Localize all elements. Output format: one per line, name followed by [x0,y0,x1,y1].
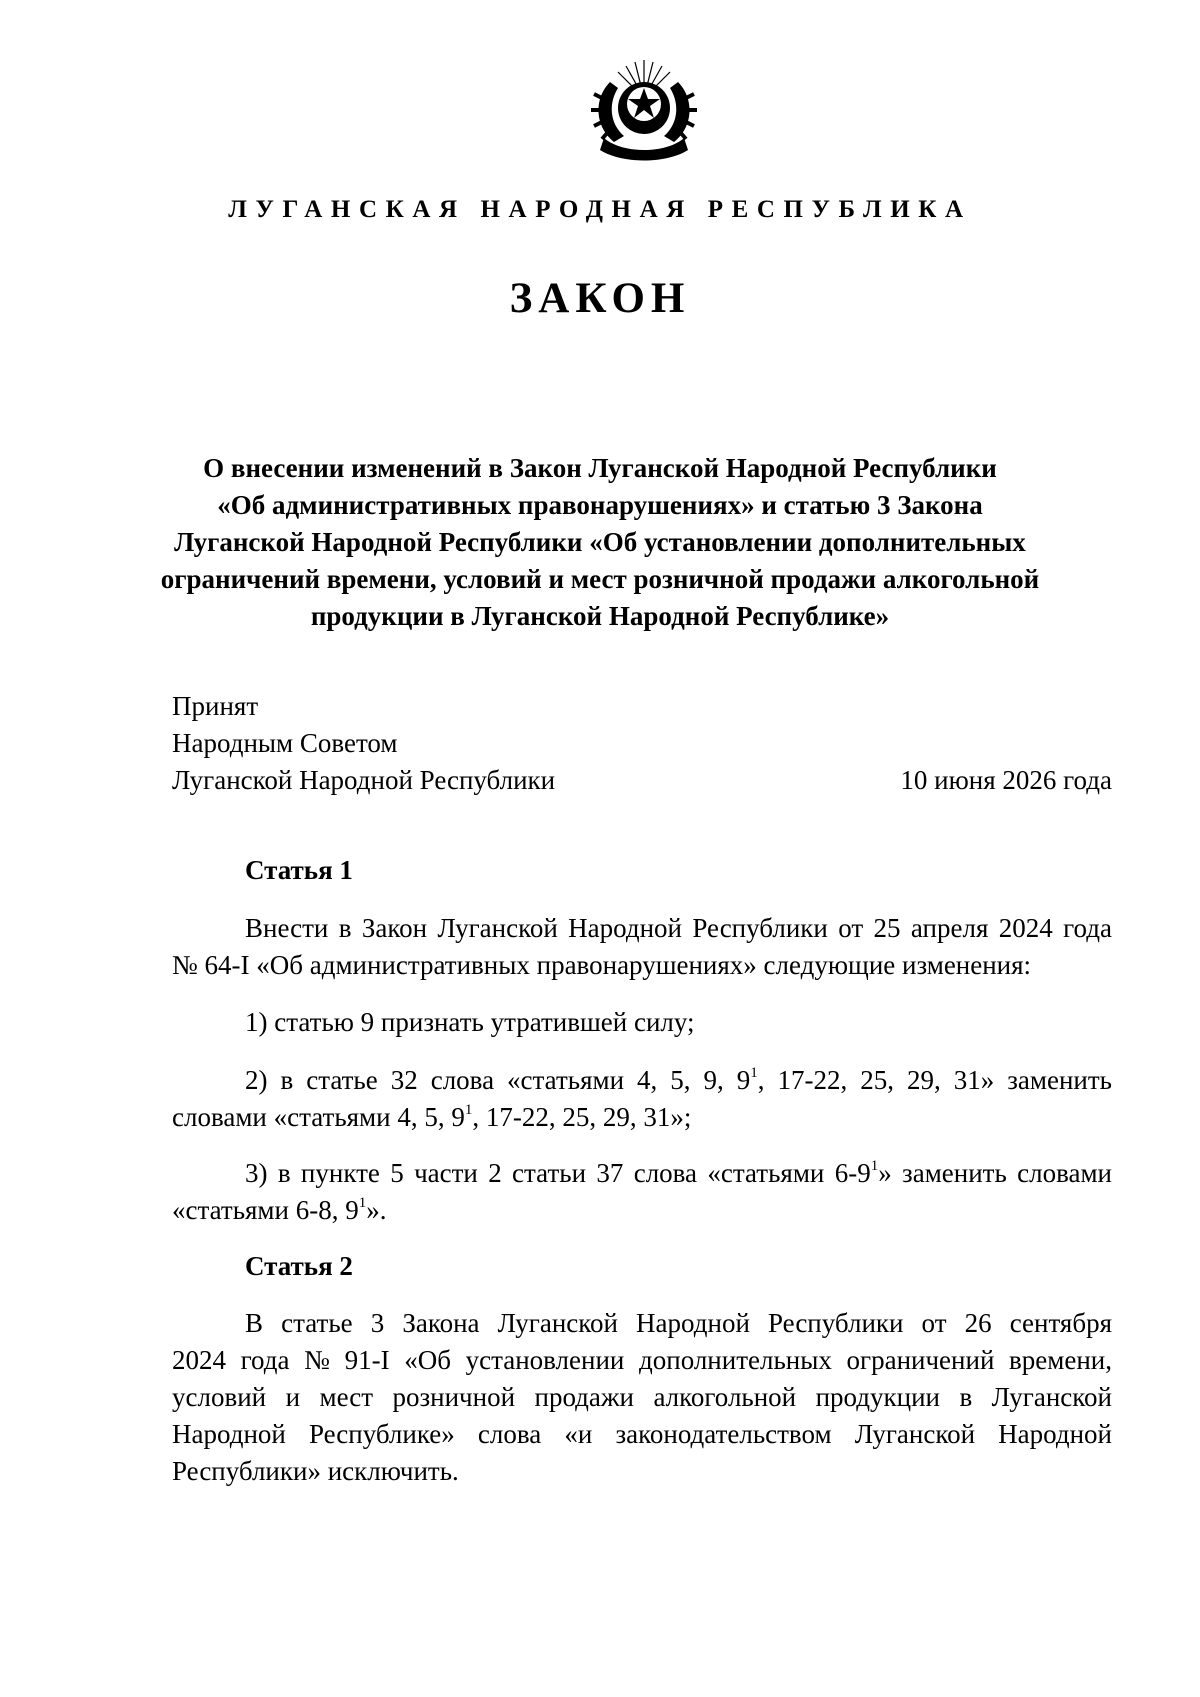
law-title [140,450,1060,635]
paragraph-line: 2024 года № 91-І «Об установлении дополнительных ограничений времени, [172,1345,1112,1375]
adoption-block [172,688,555,799]
text-run: 3) в пункте 5 части 2 статьи 37 слова «статьями 6-9 [245,1158,871,1188]
paragraph-line: 1) статью 9 признать утратившей силу; [245,1007,695,1037]
paragraph-line [172,1099,1112,1136]
superscript: 1 [464,1102,473,1118]
paragraph-line: Внести в Закон Луганской Народной Республики от 25 апреля 2024 года [245,913,1112,943]
paragraph-line: Республики» исключить. [172,1456,459,1486]
law-title-line: продукции в Луганской Народной Республике» [310,601,890,631]
paragraph-line: условий и мест розничной продажи алкогольной продукции в Луганской [172,1382,1112,1412]
adoption-line: Народным Советом [172,728,398,758]
article-2-heading: Статья 2 [245,1251,353,1281]
superscript: 1 [750,1065,758,1081]
law-title-line: Луганской Народной Республики «Об установлении дополнительных [174,527,1026,557]
law-title-line: ограничений времени, условий и мест розничной продажи алкогольной [160,564,1040,594]
document-type: ЗАКОН [509,275,691,322]
law-title-line: О внесении изменений в Закон Луганской Народной Республики [203,453,997,483]
republic-name: ЛУГАНСКАЯ НАРОДНАЯ РЕСПУБЛИКА [228,196,972,223]
text-run: » заменить словами [878,1158,1112,1188]
superscript: 1 [358,1195,367,1211]
text-run: 2) в статье 32 слова «статьями 4, 5, 9, 9 [245,1065,751,1095]
paragraph-line: № 64-І «Об административных правонарушениях» следующие изменения: [172,950,1032,980]
text-run: , 17-22, 25, 29, 31»; [472,1102,692,1132]
article-1-item-2 [172,1062,1112,1136]
text-run: ». [366,1195,387,1225]
adoption-line: Принят [172,691,259,721]
superscript: 1 [870,1158,879,1174]
paragraph-line [172,1062,1112,1099]
law-title-line: «Об административных правонарушениях» и статью 3 Закона [217,490,983,520]
paragraph-line: В статье 3 Закона Луганской Народной Республики от 26 сентября [245,1308,1112,1338]
text-run: словами «статьями 4, 5, 9 [172,1102,465,1132]
article-1-item-3 [172,1155,1112,1229]
article-2-text [172,1305,1112,1490]
article-1-heading: Статья 1 [245,855,353,885]
article-1-intro [172,910,1112,984]
coat-of-arms-emblem [588,58,700,162]
paragraph-line [172,1155,1112,1192]
text-run: «статьями 6-8, 9 [172,1195,359,1225]
paragraph-line [172,1192,1112,1229]
text-run: , 17-22, 25, 29, 31» заменить [757,1065,1112,1095]
paragraph-line: Народной Республике» слова «и законодательством Луганской Народной [172,1419,1112,1449]
adoption-line: Луганской Народной Республики [172,765,556,795]
article-1-item-1 [172,1004,1112,1041]
adoption-date: 10 июня 2026 года [900,765,1112,795]
